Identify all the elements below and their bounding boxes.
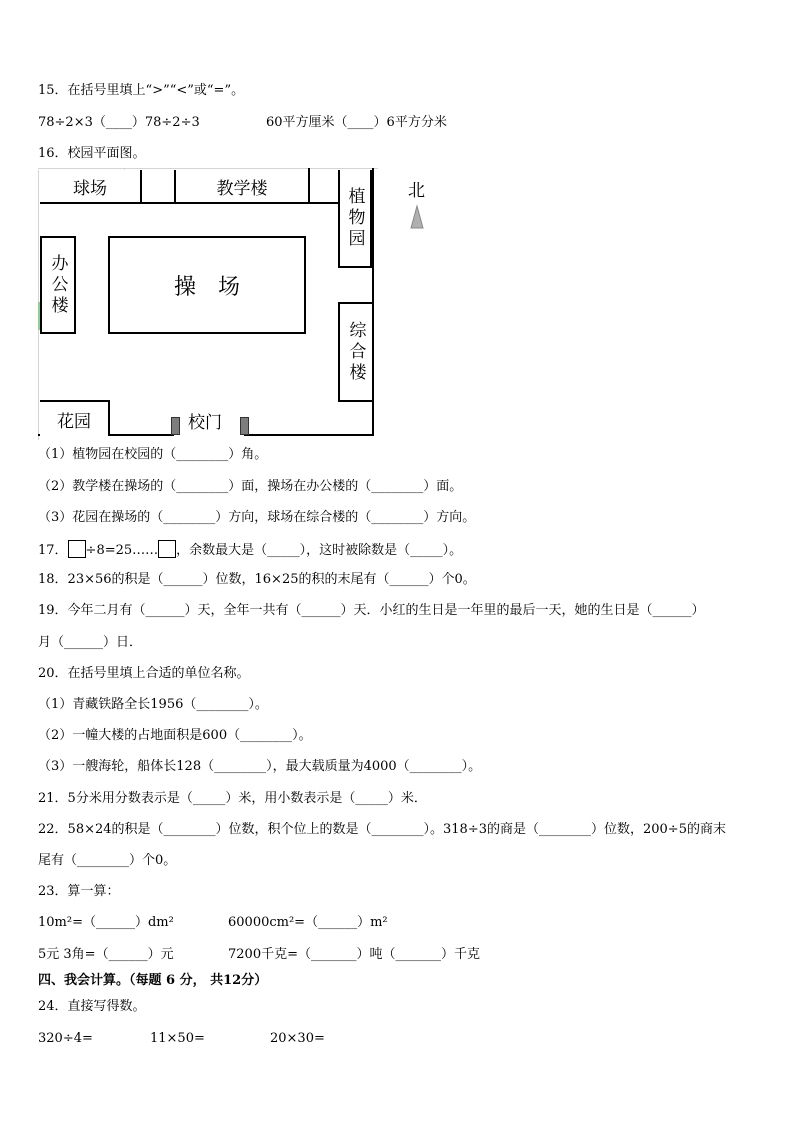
label-jiaoxuelou: 教学楼: [216, 178, 268, 199]
q23-item-a: 10m²=（______）dm²: [38, 915, 174, 930]
south-wall-right: [244, 434, 374, 436]
q24-item-c: 20×30=: [270, 1031, 325, 1046]
section-4-heading: 四、我会计算。（每题 6 分， 共12分）: [38, 973, 268, 988]
q17-line: [38, 540, 462, 560]
q16-title: 16．校园平面图。: [38, 146, 146, 161]
q23-item-c: 5元 3角=（______）元: [38, 947, 174, 962]
q24-title: 24．直接写得数。: [38, 999, 146, 1014]
q23-item-d: 7200千克=（_______）吨（_______）千克: [228, 947, 480, 962]
label-bangonglou: 办公楼: [47, 253, 68, 317]
label-qiuchang: 球场: [73, 178, 107, 199]
map-huayuan: [40, 400, 110, 436]
q21-line: 21．5分米用分数表示是（_____）米，用小数表示是（_____）米．: [38, 791, 427, 806]
map-qiuchang: [40, 170, 142, 204]
q19-line2: 月（______）日．: [38, 635, 143, 650]
q17-expression: ÷8=25……: [85, 543, 159, 558]
q17-question: ，余数最大是（_____），这时被除数是（_____）。: [176, 543, 463, 558]
q16-part3: （3）花园在操场的（________）方向，球场在综合楼的（________）方向。: [38, 510, 476, 525]
blank-box-dividend: [68, 540, 86, 558]
east-wall-top: [372, 168, 374, 302]
campus-map: [38, 168, 425, 440]
q22-line2: 尾有（________）个0。: [38, 853, 177, 868]
q16-part2: （2）教学楼在操场的（________）面，操场在办公楼的（________）面。: [38, 479, 463, 494]
map-jiaoxuelou: [174, 170, 310, 204]
map-caochang: [108, 236, 306, 334]
q22-line1: 22．58×24的积是（________）位数，积个位上的数是（________）。318÷3的商是（________）位数，200÷5的商末: [38, 822, 726, 837]
north-arrow-icon: [410, 204, 424, 230]
q18-line: 18．23×56的积是（______）位数，16×25的积的末尾有（______）个0。: [38, 572, 476, 587]
q20-part3: （3）一艘海轮，船体长128（________），最大载质量为4000（________）。: [38, 759, 482, 774]
blank-box-remainder: [158, 540, 176, 558]
east-wall-bottom: [372, 402, 374, 436]
q15-item-a: 78÷2×3（____）78÷2÷3: [38, 115, 200, 130]
q19-line1: 19．今年二月有（______）天，全年一共有（______）天．小红的生日是一年里的最后一天，她的生日是（______）: [38, 603, 705, 618]
map-zongheou: [338, 302, 374, 402]
q15-item-b: 60平方厘米（____）6平方分米: [266, 115, 447, 130]
q23-title: 23．算一算：: [38, 884, 120, 899]
q20-part1: （1）青藏铁路全长1956（________）。: [38, 697, 268, 712]
q24-item-b: 11×50=: [150, 1031, 205, 1046]
label-xiaomen: 校门: [188, 413, 222, 433]
q15-title: 15．在括号里填上“>”“<”或“=”。: [38, 83, 245, 98]
map-bangonglou: [40, 236, 76, 334]
gate-post-right: [240, 417, 249, 435]
gate-post-left: [171, 417, 180, 435]
q20-part2: （2）一幢大楼的占地面积是600（________）。: [38, 728, 312, 743]
label-huayuan: 花园: [57, 411, 91, 432]
q17-number: 17．: [38, 543, 68, 558]
label-north: 北: [408, 181, 425, 201]
q23-item-b: 60000cm²=（______）m²: [228, 915, 388, 930]
q16-part1: （1）植物园在校园的（________）角。: [38, 447, 268, 462]
map-zhiwuyuan: [338, 170, 372, 268]
label-zongheou: 综合楼: [345, 320, 366, 384]
label-zhiwuyuan: 植物园: [344, 186, 365, 250]
q20-title: 20．在括号里填上合适的单位名称。: [38, 666, 250, 681]
q24-item-a: 320÷4=: [38, 1031, 93, 1046]
label-caochang: 操 场: [173, 274, 240, 300]
